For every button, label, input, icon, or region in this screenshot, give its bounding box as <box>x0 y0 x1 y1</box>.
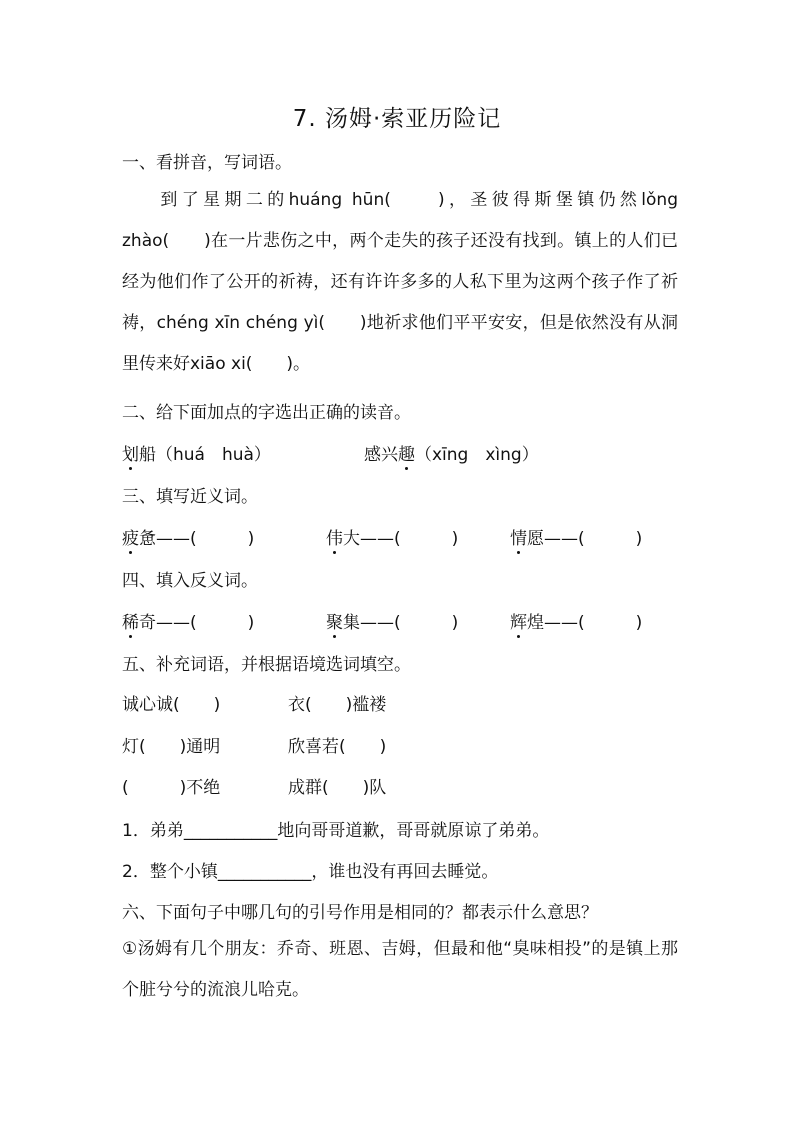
dotted-char: 辉 <box>510 613 527 633</box>
antonym-item <box>510 608 642 633</box>
antonym-item-text: 集——( ) <box>343 613 459 633</box>
synonym-item-text: 大——( ) <box>343 529 459 549</box>
section-1-heading: 一、看拼音，写词语。 <box>122 153 292 173</box>
idiom-row <box>122 773 682 797</box>
pronunciation-item-2-pre: 感兴 <box>364 445 398 465</box>
section-5-heading: 五、补充词语，并根据语境选词填空。 <box>122 655 411 675</box>
fill-question-2: 2．整个小镇___________，谁也没有再回去睡觉。 <box>122 862 499 882</box>
section-2-row <box>122 440 682 464</box>
fill-question-1: 1．弟弟___________地向哥哥道歉，哥哥就原谅了弟弟。 <box>122 821 550 841</box>
pronunciation-item-2-post: （xīng xìng） <box>415 445 539 465</box>
section-3-heading: 三、填写近义词。 <box>122 487 258 507</box>
synonym-item <box>510 524 642 549</box>
pronunciation-item-2 <box>364 440 539 465</box>
dotted-char: 伟 <box>326 529 343 549</box>
dotted-char: 疲 <box>122 529 139 549</box>
pronunciation-item-1-post: 船（huá huà） <box>139 445 271 465</box>
section-3-row <box>122 524 682 548</box>
idiom-row <box>122 690 682 714</box>
dotted-char: 聚 <box>326 613 343 633</box>
section-1-paragraph <box>122 180 678 385</box>
dotted-char: 划 <box>122 445 139 465</box>
synonym-item-text: 惫——( ) <box>139 529 255 549</box>
synonym-item <box>122 524 254 549</box>
idiom-item: 衣( )褴褛 <box>288 695 387 715</box>
antonym-item <box>326 608 458 633</box>
section-1-paragraph-text: 到了星期二的huáng hūn( )，圣彼得斯堡镇仍然lǒng zhào( )在一片悲伤之中，两个走失的孩子还没有找到。镇上的人们已经为他们作了公开的祈祷，还有许许多多的人私下里为这两个孩子作了祈祷，chéng xīn chéng yì( )地祈求他们平平安安，但是依然没有从洞里传来好xiāo xi( )。 <box>122 190 678 374</box>
idiom-row <box>122 732 682 756</box>
idiom-item: 成群( )队 <box>288 778 387 798</box>
synonym-item-text: 愿——( ) <box>527 529 643 549</box>
antonym-item-text: 奇——( ) <box>139 613 255 633</box>
dotted-char: 趣 <box>398 445 415 465</box>
section-4-heading: 四、填入反义词。 <box>122 571 258 591</box>
antonym-item-text: 煌——( ) <box>527 613 643 633</box>
section-6-sentence: ①汤姆有几个朋友：乔奇、班恩、吉姆，但最和他“臭味相投”的是镇上那个脏兮兮的流浪儿哈克。 <box>122 939 678 1000</box>
idiom-item: 诚心诚( ) <box>122 695 221 715</box>
idiom-item: 欣喜若( ) <box>288 737 387 757</box>
dotted-char: 情 <box>510 529 527 549</box>
dotted-char: 稀 <box>122 613 139 633</box>
antonym-item <box>122 608 254 633</box>
idiom-item: ( )不绝 <box>122 778 221 798</box>
section-2-heading: 二、给下面加点的字选出正确的读音。 <box>122 403 411 423</box>
pronunciation-item-1 <box>122 440 271 465</box>
synonym-item <box>326 524 458 549</box>
idiom-item: 灯( )通明 <box>122 737 221 757</box>
section-6-heading: 六、下面句子中哪几句的引号作用是相同的？都表示什么意思？ <box>122 903 598 923</box>
page-title: 7. 汤姆·索亚历险记 <box>292 106 502 132</box>
section-4-row <box>122 608 682 632</box>
